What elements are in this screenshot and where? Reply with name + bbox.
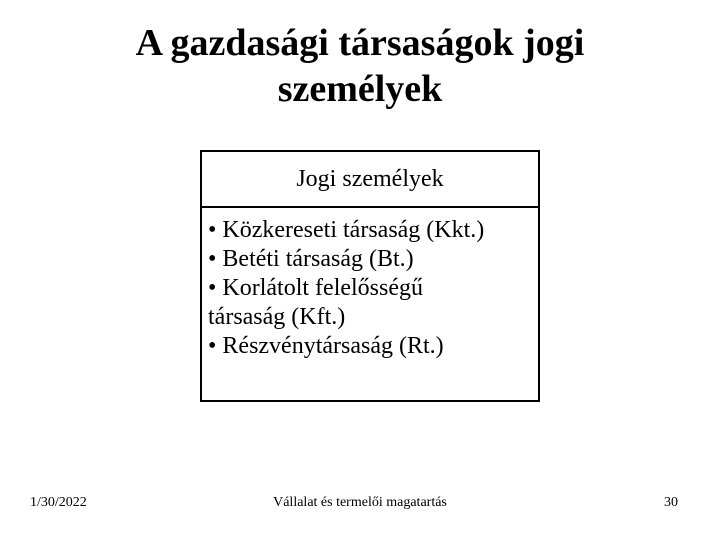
legal-entities-box bbox=[200, 150, 540, 402]
slide-title-line1: A gazdasági társaságok jogi bbox=[135, 22, 585, 64]
page-number: 30 bbox=[664, 495, 678, 510]
footer-date: 1/30/2022 bbox=[30, 495, 87, 510]
footer-title: Vállalat és termelői magatartás bbox=[273, 495, 447, 510]
list-item: • Betéti társaság (Bt.) bbox=[208, 246, 414, 272]
list-item: • Közkereseti társaság (Kkt.) bbox=[208, 217, 485, 243]
entity-list bbox=[202, 208, 538, 361]
slide-title bbox=[90, 20, 630, 112]
list-item: társaság (Kft.) bbox=[208, 304, 346, 330]
list-item: • Korlátolt felelősségű bbox=[208, 275, 424, 301]
slide-title-line2: személyek bbox=[277, 68, 443, 110]
list-item: • Részvénytársaság (Rt.) bbox=[208, 333, 444, 359]
box-header: Jogi személyek bbox=[202, 152, 538, 208]
